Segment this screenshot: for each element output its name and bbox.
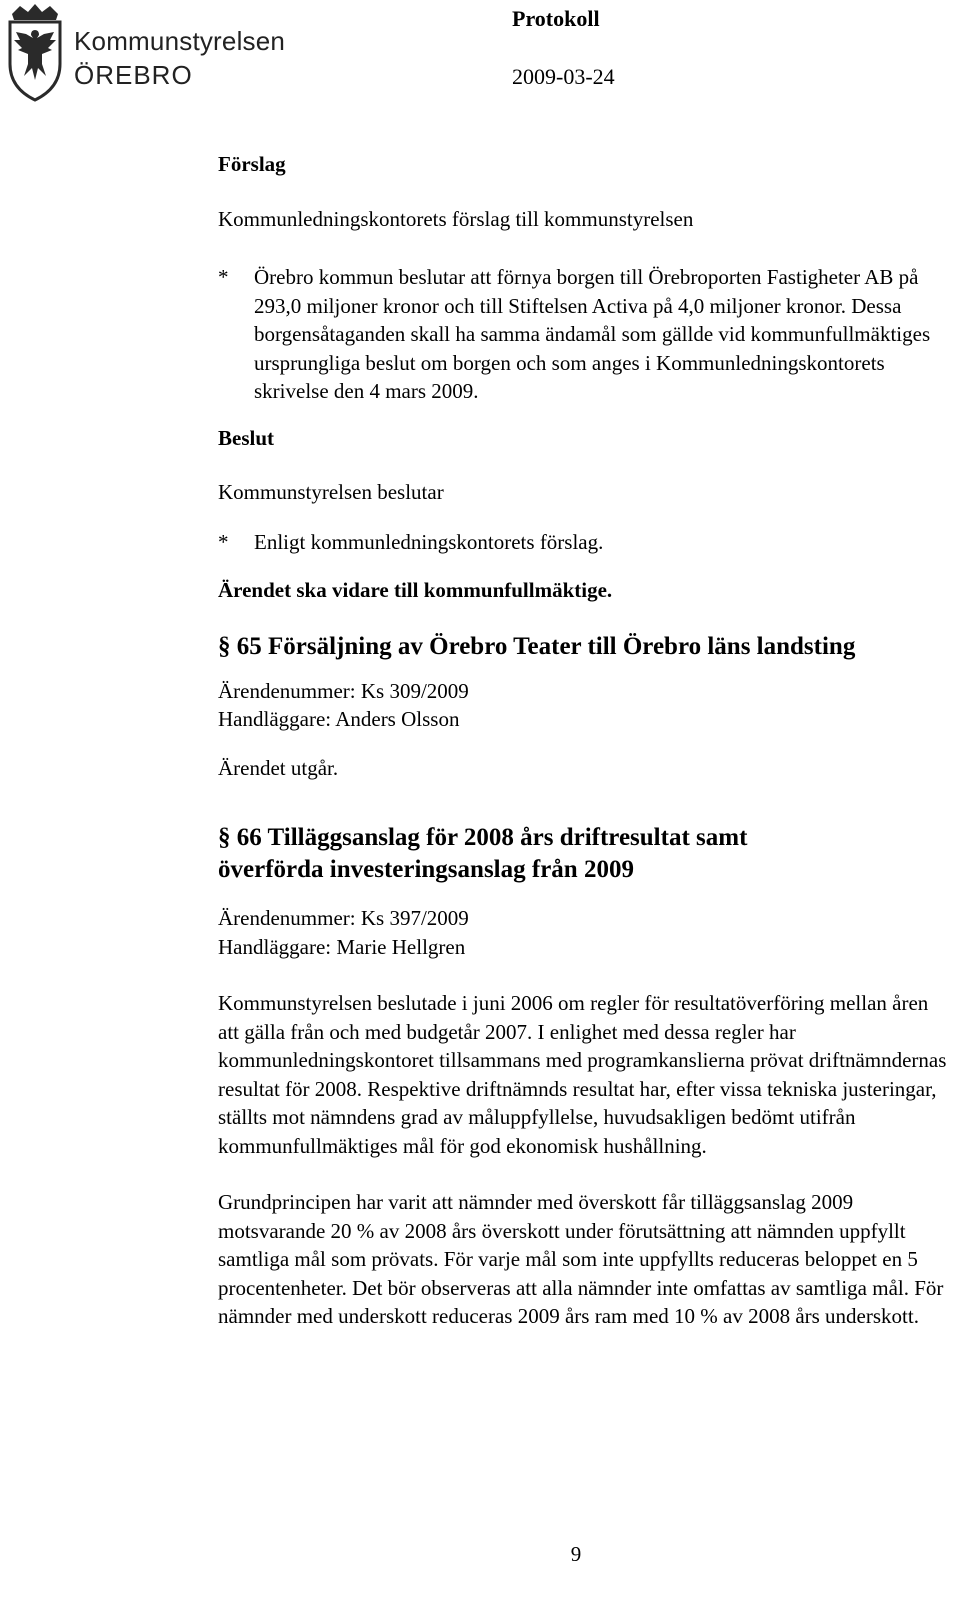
beslut-note: Ärendet ska vidare till kommunfullmäktige. <box>218 578 613 602</box>
forslag-bullet <box>218 263 954 406</box>
section-66-paragraph-2: Grundprincipen har varit att nämnder med överskott får tilläggsanslag 2009 motsvarande 20 % av 2008 års överskott under förutsättning att nämnden uppfyllt samtliga mål som prövats. För varje mål som inte uppfyllts reduceras beloppet en 5 procentenheter. Det bör observeras att alla nämnder inte omfattas av samtliga mål. För nämnder med underskott reduceras 2009 års ram med 10 % av 2008 års underskott. <box>218 1190 944 1328</box>
page-number: 9 <box>570 1542 582 1566</box>
organization-logo <box>6 4 296 104</box>
beslut-intro: Kommunstyrelsen beslutar <box>218 480 444 504</box>
beslut-bullet-text: Enligt kommunledningskontorets förslag. <box>254 529 604 554</box>
beslut-bullet <box>218 528 948 557</box>
document-body <box>218 150 948 1331</box>
document-date: 2009-03-24 <box>512 64 615 89</box>
section-65-status: Ärendet utgår. <box>218 755 339 780</box>
forslag-bullet-text: Örebro kommun beslutar att förnya borgen till Örebroporten Fastigheter AB på 293,0 miljoner kronor och till Stiftelsen Activa på 4,0 miljoner kronor. Dessa borgensåtaganden skall ha samma ändamål som gällde vid kommunfullmäktiges ursprungliga beslut om borgen och som anges i Kommunledningskontorets skrivelse den 4 mars 2009. <box>254 265 931 403</box>
logo-city-name: ÖREBRO <box>74 60 193 90</box>
forslag-heading: Förslag <box>218 152 286 176</box>
beslut-heading: Beslut <box>218 425 275 450</box>
logo-org-name: Kommunstyrelsen <box>74 26 286 56</box>
bullet-asterisk: * <box>218 529 229 554</box>
section-66-case-number: Ärendenummer: Ks 397/2009 <box>218 906 469 930</box>
section-65-handler: Handläggare: Anders Olsson <box>218 707 460 731</box>
section-65-case-number: Ärendenummer: Ks 309/2009 <box>218 678 469 703</box>
bullet-asterisk: * <box>218 265 229 289</box>
forslag-intro: Kommunledningskontorets förslag till kommunstyrelsen <box>218 206 694 231</box>
section-66-handler: Handläggare: Marie Hellgren <box>218 934 466 959</box>
section-66-title: § 66 Tilläggsanslag för 2008 års driftresultat samt överförda investeringsanslag från 2009 <box>218 824 748 883</box>
logo-wordmark <box>74 26 285 90</box>
document-type: Protokoll <box>512 6 600 31</box>
section-65-title: § 65 Försäljning av Örebro Teater till Örebro läns landsting <box>218 632 856 660</box>
section-66-paragraph-1: Kommunstyrelsen beslutade i juni 2006 om regler för resultatöverföring mellan åren att gälla från och med budgetår 2007. I enlighet med dessa regler har kommunledningskontoret tillsammans med programkanslierna prövat driftnämndernas resultat för 2008. Respektive driftnämnds resultat har, efter vissa tekniska justeringar, ställts mot nämndens grad av måluppfyllelse, huvudsakligen bedömt utifrån kommunfullmäktiges mål för god ekonomisk hushållning. <box>218 991 947 1158</box>
city-crest-icon <box>6 4 64 102</box>
